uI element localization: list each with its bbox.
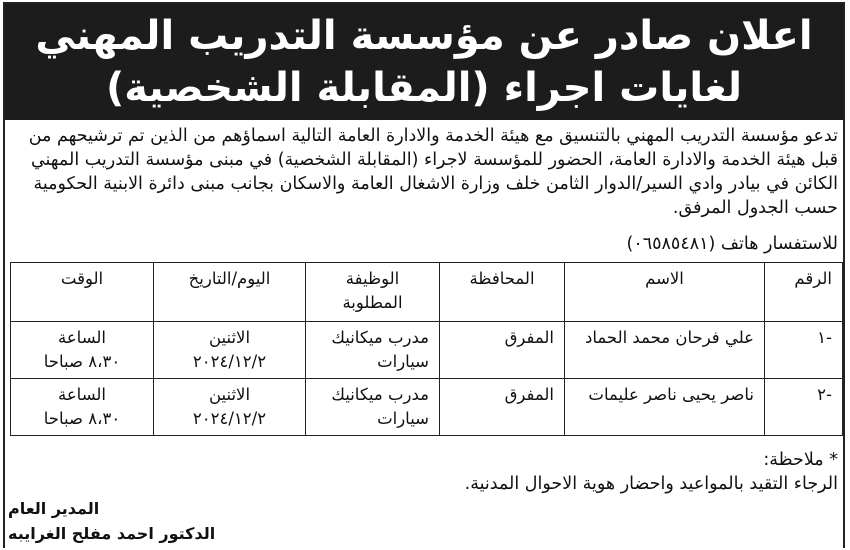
row-governorate: المفرق (440, 379, 565, 436)
interview-table (10, 262, 843, 436)
header-job (306, 263, 440, 322)
header-time: الوقت (11, 263, 154, 322)
row-day: الاثنين (208, 385, 251, 404)
row-num: -١ (765, 322, 843, 379)
row-time-line1: الساعة (57, 328, 107, 347)
row-job-line1: مدرب ميكانيك (331, 385, 429, 404)
note-label: * ملاحظة: (763, 450, 838, 470)
header-job-line1: الوظيفة (345, 269, 400, 288)
row-time-line2: ٨،٣٠ صباحا (43, 409, 121, 428)
row-date (154, 379, 306, 436)
header-title-line2: لغايات اجراء (المقابلة الشخصية) (106, 65, 742, 111)
header-title-line1: اعلان صادر عن مؤسسة التدريب المهني (35, 13, 813, 59)
row-job-line2: سيارات (377, 409, 429, 428)
row-name: علي فرحان محمد الحماد (565, 322, 765, 379)
table-row (11, 322, 843, 379)
announcement-body (12, 124, 838, 220)
row-name: ناصر يحيى ناصر عليمات (565, 379, 765, 436)
row-num: -٢ (765, 379, 843, 436)
body-line: حسب الجدول المرفق. (672, 198, 838, 218)
header-num: الرقم (765, 263, 843, 322)
header-job-line2: المطلوبة (342, 293, 403, 312)
row-time-line1: الساعة (57, 385, 107, 404)
row-date-value: ٢٠٢٤/١٢/٢ (192, 352, 267, 371)
row-job-line1: مدرب ميكانيك (331, 328, 429, 347)
header-governorate: المحافظة (440, 263, 565, 322)
row-job (306, 322, 440, 379)
signature-title: المدير العام (8, 499, 100, 518)
body-line: قبل هيئة الخدمة والادارة العامة، الحضور للمؤسسة لاجراء (المقابلة الشخصية) في مبنى مؤسسة التدريب المهني (30, 150, 838, 170)
row-governorate: المفرق (440, 322, 565, 379)
row-job-line2: سيارات (377, 352, 429, 371)
table-header-row (11, 263, 843, 322)
row-time-line2: ٨،٣٠ صباحا (43, 352, 121, 371)
header-name: الاسم (565, 263, 765, 322)
inquiry-phone: للاستفسار هاتف (٠٦٥٨٥٤٨١) (626, 234, 838, 254)
body-line: الكائن في بيادر وادي السير/الدوار الثامن خلف وزارة الاشغال العامة والاسكان بجانب مبنى دائرة الابنية الحكومية (33, 174, 838, 194)
announcement-header (5, 4, 843, 120)
table-row (11, 379, 843, 436)
row-job (306, 379, 440, 436)
header-date: اليوم/التاريخ (154, 263, 306, 322)
note-text: الرجاء التقيد بالمواعيد واحضار هوية الاحوال المدنية. (464, 474, 838, 494)
row-time (11, 322, 154, 379)
row-time (11, 379, 154, 436)
row-day: الاثنين (208, 328, 251, 347)
row-date-value: ٢٠٢٤/١٢/٢ (192, 409, 267, 428)
signature-name: الدكتور احمد مفلح الغرايبه (8, 524, 216, 543)
body-line: تدعو مؤسسة التدريب المهني بالتنسيق مع هيئة الخدمة والادارة العامة التالية اسماؤهم من الذين تم ترشيحهم من (28, 126, 838, 146)
row-date (154, 322, 306, 379)
